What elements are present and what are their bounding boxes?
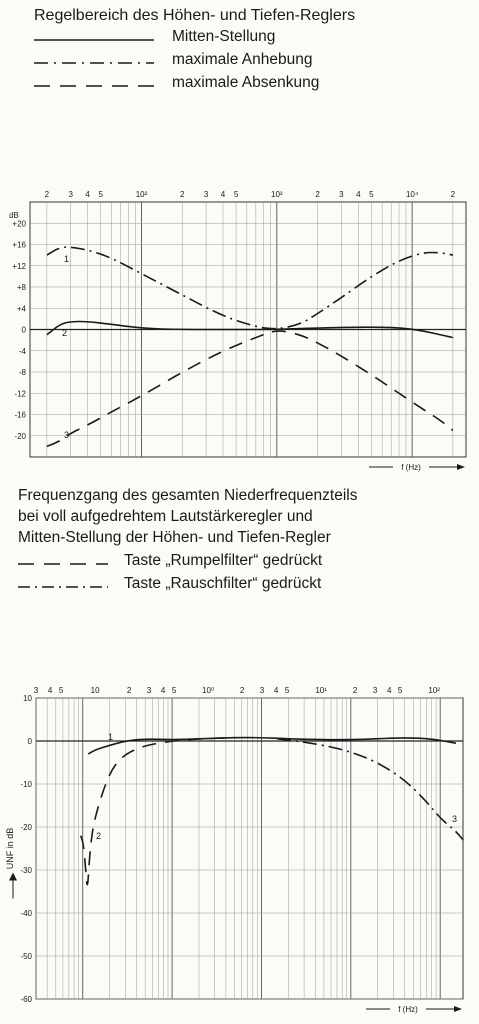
- y-axis-arrow-icon: [9, 873, 17, 881]
- x-tick-label: 5: [98, 190, 103, 199]
- x-tick-label: 10⁰: [202, 686, 215, 695]
- y-tick-label: -30: [20, 866, 32, 875]
- y-axis-label: dB: [9, 211, 19, 220]
- x-tick-label: 2: [239, 686, 245, 695]
- x-tick-label: 10¹: [315, 686, 327, 695]
- y-tick-label: -8: [18, 368, 26, 377]
- series-label-1: 1: [64, 254, 70, 264]
- y-tick-label: +20: [12, 219, 26, 229]
- x-tick-label: 2: [450, 190, 456, 199]
- x-axis-label: f (Hz): [401, 463, 421, 472]
- legend-dashdot-label: maximale Anhebung: [172, 51, 313, 68]
- series-label-3: 3: [452, 814, 458, 824]
- legend-rumpel-swatch: [18, 561, 128, 567]
- y-tick-label: -4: [18, 346, 26, 356]
- x-tick-label: 4: [85, 190, 90, 199]
- legend-dashdot-swatch: [34, 60, 174, 66]
- x-tick-label: 5: [58, 686, 64, 695]
- x-tick-label: 10⁴: [405, 190, 419, 199]
- y-tick-label: -40: [20, 909, 32, 918]
- legend-solid-label: Mitten-Stellung: [172, 28, 276, 45]
- x-tick-label: 2: [352, 686, 358, 695]
- x-tick-label: 3: [259, 686, 265, 695]
- middle-caption-line-1: Frequenzgang des gesamten Niederfrequenzteils: [18, 487, 358, 504]
- y-tick-label: +8: [16, 283, 26, 292]
- series-label-3: 3: [64, 430, 70, 440]
- y-tick-label: +4: [16, 304, 26, 314]
- series-label-2: 2: [62, 328, 68, 338]
- legend-rausch-swatch: [18, 584, 128, 590]
- y-tick-label: 0: [21, 325, 26, 335]
- x-tick-label: 4: [47, 686, 53, 695]
- plot-frame: [36, 698, 463, 999]
- series-label-1: 1: [108, 732, 114, 742]
- x-tick-label: 3: [68, 190, 73, 199]
- y-tick-label: +16: [12, 240, 26, 250]
- chart-plot-1: [5, 686, 463, 1014]
- y-tick-label: -20: [20, 823, 32, 832]
- legend-solid-swatch: [34, 37, 174, 43]
- x-tick-label: 10²: [428, 686, 440, 695]
- tone-control-chart: [0, 176, 479, 476]
- series-line-1: [47, 247, 453, 328]
- series-line-3: [277, 739, 463, 840]
- y-tick-label: +12: [12, 261, 26, 271]
- series-line-2: [81, 738, 235, 885]
- series-line-3: [47, 331, 453, 446]
- series-label-2: 2: [96, 831, 102, 841]
- x-tick-label: 10³: [271, 190, 283, 199]
- legend-rumpel-label: Taste „Rumpelfilter“ gedrückt: [124, 552, 323, 569]
- x-tick-label: 5: [369, 190, 374, 199]
- x-axis-label: f (Hz): [398, 1005, 418, 1014]
- legend-dashed-swatch: [34, 83, 174, 89]
- middle-caption-line-3: Mitten-Stellung der Höhen- und Tiefen-Regler: [18, 529, 331, 546]
- x-tick-label: 3: [203, 190, 209, 199]
- y-tick-label: 0: [27, 737, 32, 746]
- x-tick-label: 3: [339, 190, 344, 199]
- frequency-response-chart: [0, 664, 479, 1024]
- x-tick-label: 2: [44, 190, 50, 199]
- y-tick-label: -10: [20, 780, 32, 789]
- x-tick-label: 4: [220, 190, 226, 199]
- x-tick-label: 4: [356, 190, 361, 199]
- x-tick-label: 10: [90, 686, 100, 695]
- x-tick-label: 10²: [135, 190, 148, 199]
- y-tick-label: -50: [20, 952, 32, 961]
- x-tick-label: 4: [386, 686, 392, 695]
- legend-rausch-label: Taste „Rauschfilter“ gedrückt: [124, 575, 322, 592]
- y-tick-label: -16: [14, 410, 26, 420]
- x-tick-label: 4: [160, 686, 166, 695]
- legend-dashed-label: maximale Absenkung: [172, 74, 320, 91]
- y-tick-label: -20: [14, 431, 26, 441]
- chart-plot-0: [9, 190, 466, 472]
- x-tick-label: 5: [171, 686, 177, 695]
- y-axis-label: UNF in dB: [5, 827, 15, 870]
- y-tick-label: -12: [14, 389, 26, 399]
- x-tick-label: 4: [273, 686, 279, 695]
- x-tick-label: 3: [372, 686, 378, 695]
- middle-caption-line-2: bei voll aufgedrehtem Lautstärkeregler und: [18, 508, 313, 525]
- x-tick-label: 5: [397, 686, 403, 695]
- x-tick-label: 3: [146, 686, 152, 695]
- x-axis-arrow-icon: [454, 1006, 462, 1012]
- x-axis-arrow-icon: [457, 464, 465, 470]
- y-tick-label: -60: [20, 995, 32, 1004]
- x-tick-label: 5: [284, 686, 290, 695]
- x-tick-label: 3: [33, 686, 39, 695]
- x-tick-label: 5: [233, 190, 239, 199]
- x-tick-label: 2: [315, 190, 320, 199]
- series-line-1: [88, 738, 456, 754]
- x-tick-label: 2: [180, 190, 185, 199]
- y-tick-label: 10: [23, 694, 32, 703]
- top-caption-title: Regelbereich des Höhen- und Tiefen-Reglers: [34, 7, 356, 24]
- x-tick-label: 2: [126, 686, 132, 695]
